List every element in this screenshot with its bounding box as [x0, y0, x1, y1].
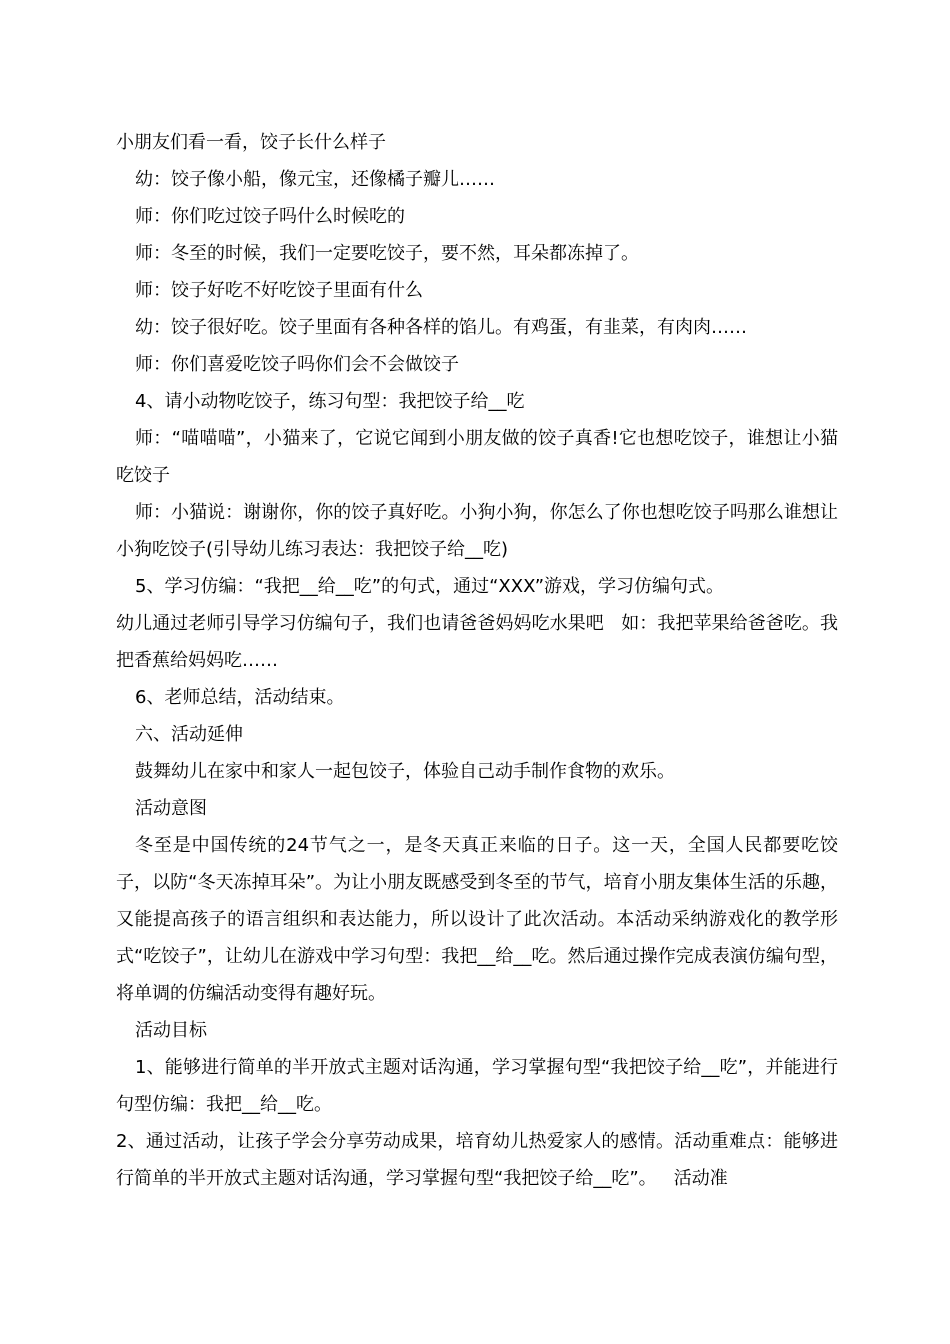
paragraph-12: 幼儿通过老师引导学习仿编句子，我们也请爸爸妈妈吃水果吧 如：我把苹果给爸爸吃。我把香蕉给妈妈吃…… [116, 613, 838, 671]
paragraph-11: 5、学习仿编：“我把__给__吃”的句式，通过“XXX”游戏，学习仿编句式。 [135, 576, 725, 597]
paragraph-13: 6、老师总结，活动结束。 [135, 687, 345, 708]
paragraph-19: 1、能够进行简单的半开放式主题对话沟通，学习掌握句型“我把饺子给__吃”，并能进行句型仿编：我把__给__吃。 [116, 1057, 838, 1115]
paragraph-8: 4、请小动物吃饺子，练习句型：我把饺子给__吃 [135, 391, 525, 412]
paragraph-3: 师：你们吃过饺子吗什么时候吃的 [135, 206, 405, 227]
section-heading-goals: 活动目标 [135, 1020, 207, 1041]
paragraph-9: 师：“喵喵喵”，小猫来了，它说它闻到小朋友做的饺子真香!它也想吃饺子，谁想让小猫吃饺子 [116, 428, 838, 486]
paragraph-15: 鼓舞幼儿在家中和家人一起包饺子，体验自己动手制作食物的欢乐。 [135, 761, 675, 782]
document-body [116, 124, 838, 1197]
paragraph-10: 师：小猫说：谢谢你，你的饺子真好吃。小狗小狗，你怎么了你也想吃饺子吗那么谁想让小狗吃饺子(引导幼儿练习表达：我把饺子给__吃) [116, 502, 838, 560]
paragraph-17: 冬至是中国传统的24节气之一，是冬天真正来临的日子。这一天，全国人民都要吃饺子，以防“冬天冻掉耳朵”。为让小朋友既感受到冬至的节气，培育小朋友集体生活的乐趣，又能提高孩子的语言组织和表达能力，所以设计了此次活动。本活动采纳游戏化的教学形式“吃饺子”，让幼儿在游戏中学习句型：我把__给__吃。然后通过操作完成表演仿编句型，将单调的仿编活动变得有趣好玩。 [116, 835, 838, 1004]
paragraph-20: 2、通过活动，让孩子学会分享劳动成果，培育幼儿热爱家人的感情。活动重难点：能够进行简单的半开放式主题对话沟通，学习掌握句型“我把饺子给__吃”。 活动准 [116, 1131, 838, 1189]
paragraph-2: 幼：饺子像小船，像元宝，还像橘子瓣儿…… [135, 169, 495, 190]
section-heading-intent: 活动意图 [135, 798, 207, 819]
paragraph-7: 师：你们喜爱吃饺子吗你们会不会做饺子 [135, 354, 459, 375]
section-heading-extension: 六、活动延伸 [135, 724, 243, 745]
paragraph-6: 幼：饺子很好吃。饺子里面有各种各样的馅儿。有鸡蛋，有韭菜，有肉肉…… [135, 317, 747, 338]
paragraph-5: 师：饺子好吃不好吃饺子里面有什么 [135, 280, 423, 301]
paragraph-1: 小朋友们看一看，饺子长什么样子 [116, 132, 386, 153]
paragraph-4: 师：冬至的时候，我们一定要吃饺子，要不然，耳朵都冻掉了。 [135, 243, 639, 264]
